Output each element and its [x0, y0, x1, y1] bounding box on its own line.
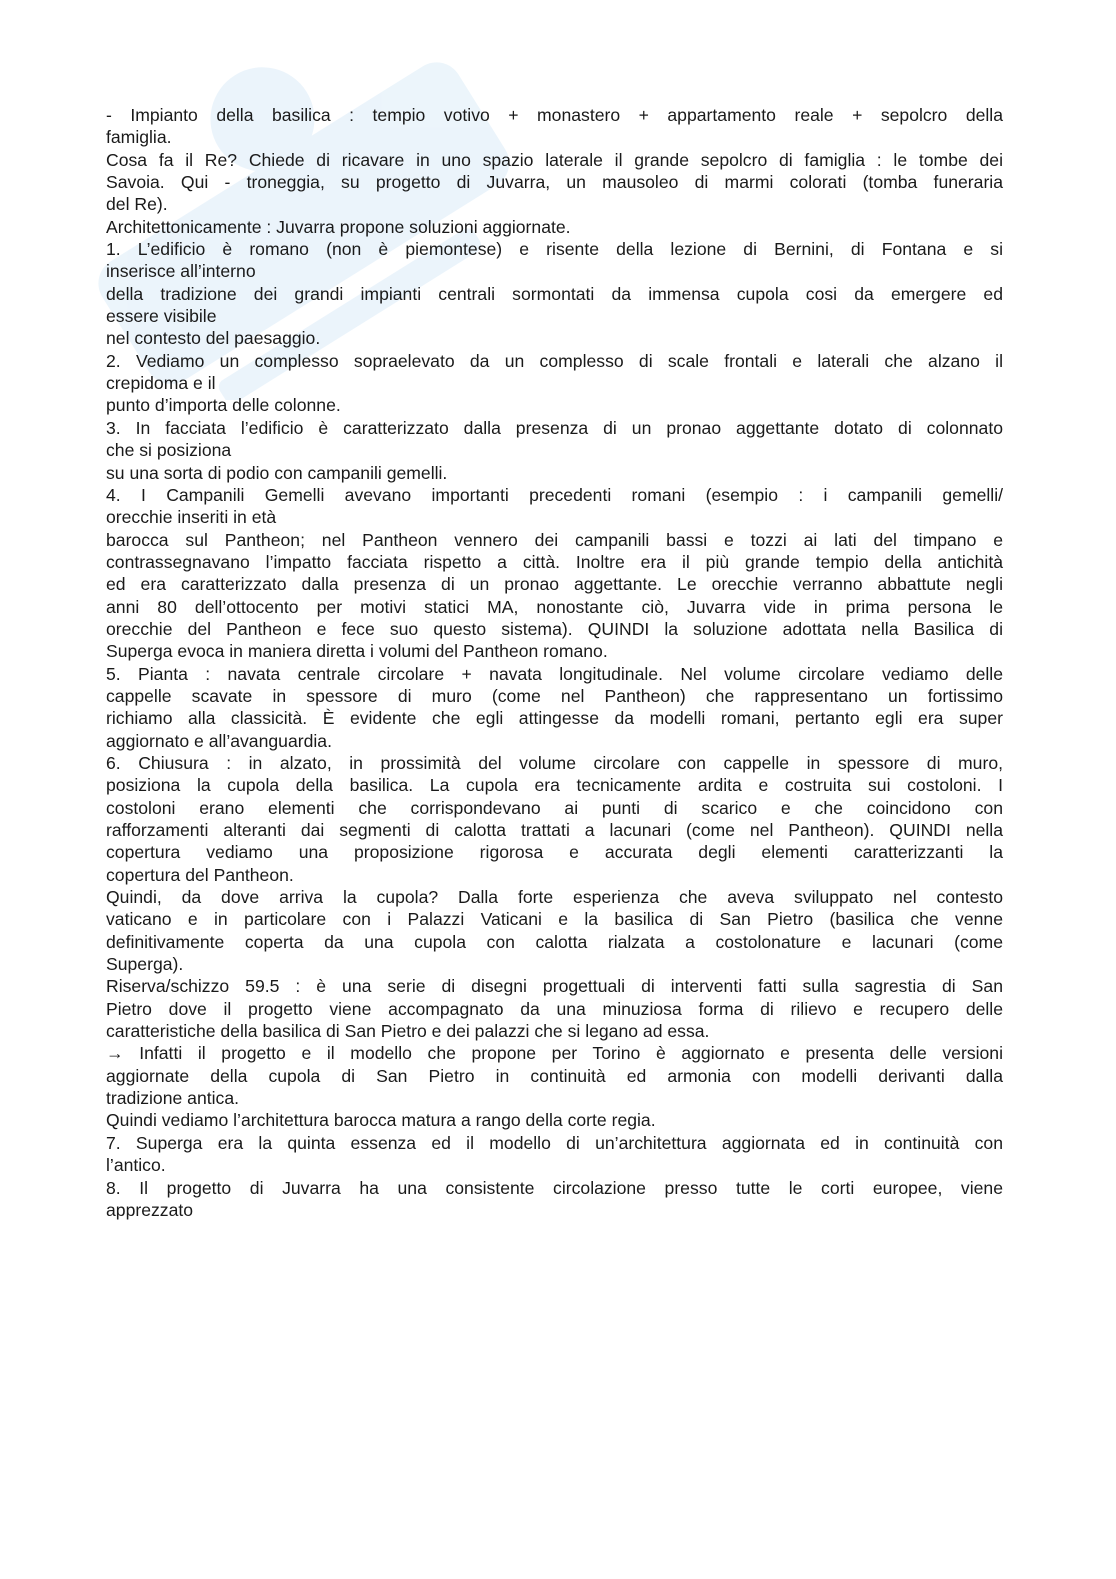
text-line: essere visibile [106, 306, 217, 327]
text-line: Cosa fa il Re? Chiede di ricavare in uno spazio laterale il grande sepolcro di famiglia : le tombe dei [106, 149, 1003, 170]
text-line: Quindi vediamo l’architettura barocca matura a rango della corte regia. [106, 1110, 656, 1131]
text-line: Architettonicamente : Juvarra propone soluzioni aggiornate. [106, 216, 571, 237]
text-line: anni 80 dell’ottocento per motivi statici MA, nonostante ciò, Juvarra vide in prima persona le [106, 596, 1003, 617]
text-line: crepidoma e il [106, 373, 216, 394]
text-line: vaticano e in particolare con i Palazzi Vaticani e la basilica di San Pietro (basilica che venne [106, 909, 1003, 930]
text-line: - Impianto della basilica : tempio votivo + monastero + appartamento reale + sepolcro della [106, 105, 1003, 125]
text-line: aggiornate della cupola di San Pietro in continuità ed armonia con modelli derivanti dalla [106, 1065, 1003, 1086]
text-line: Pietro dove il progetto viene accompagnato da una minuziosa forma di rilievo e recupero delle [106, 998, 1003, 1019]
text-line: punto d’importa delle colonne. [106, 395, 341, 416]
text-line: copertura del Pantheon. [106, 864, 294, 885]
document-body [106, 104, 1003, 1221]
text-line: Superga). [106, 954, 184, 975]
text-line: del Re). [106, 194, 168, 215]
text-line: famiglia. [106, 127, 172, 148]
text-line: Savoia. Qui - troneggia, su progetto di Juvarra, un mausoleo di marmi colorati (tomba funeraria [106, 172, 1003, 193]
text-line: definitivamente coperta da una cupola con calotta rialzata a costolonature e lacunari (come [106, 931, 1003, 952]
text-line: inserisce all’interno [106, 261, 256, 282]
text-line: cappelle scavate in spessore di muro (come nel Pantheon) che rappresentano un fortissimo [106, 685, 1003, 706]
text-line: 1. L’edificio è romano (non è piemontese) e risente della lezione di Bernini, di Fontana e si [106, 239, 1003, 260]
text-line: 7. Superga era la quinta essenza ed il modello di un’architettura aggiornata ed in continuità con [106, 1132, 1003, 1153]
text-line: che si posiziona [106, 440, 232, 461]
text-line: posiziona la cupola della basilica. La cupola era tecnicamente ardita e costruita sui costoloni. I [106, 775, 1003, 796]
text-line: su una sorta di podio con campanili gemelli. [106, 462, 448, 483]
text-line: ed era caratterizzato dalla presenza di un pronao aggettante. Le orecchie verranno abbattute negli [106, 574, 1003, 595]
text-line: copertura vediamo una proposizione rigorosa e accurata degli elementi caratterizzanti la [106, 842, 1003, 863]
text-line: Quindi, da dove arriva la cupola? Dalla forte esperienza che aveva sviluppato nel contesto [106, 887, 1003, 908]
text-line: contrassegnavano l’impatto facciata rispetto a città. Inoltre era il più grande tempio della antichità [106, 551, 1003, 572]
text-line: barocca sul Pantheon; nel Pantheon vennero dei campanili bassi e tozzi ai lati del timpano e [106, 529, 1003, 550]
text-line: orecchie inseriti in età [106, 507, 277, 528]
text-line: orecchie del Pantheon e fece suo questo sistema). QUINDI la soluzione adottata nella Basilica di [106, 618, 1003, 639]
text-line: richiamo alla classicità. È evidente che egli attingesse da modelli romani, pertanto egli era super [106, 708, 1003, 729]
text-line: Riserva/schizzo 59.5 : è una serie di disegni progettuali di interventi fatti sulla sagrestia di San [106, 976, 1003, 997]
text-line: 2. Vediamo un complesso sopraelevato da un complesso di scale frontali e laterali che alzano il [106, 350, 1003, 371]
text-line: tradizione antica. [106, 1088, 240, 1109]
text-line: 5. Pianta : navata centrale circolare + navata longitudinale. Nel volume circolare vediamo delle [106, 663, 1003, 684]
text-line: apprezzato [106, 1199, 194, 1220]
text-line: caratteristiche della basilica di San Pietro e dei palazzi che si legano ad essa. [106, 1021, 710, 1042]
text-line: 6. Chiusura : in alzato, in prossimità del volume circolare con cappelle in spessore di muro, [106, 752, 1003, 773]
text-line: nel contesto del paesaggio. [106, 328, 321, 349]
text-line: Superga evoca in maniera diretta i volumi del Pantheon romano. [106, 641, 608, 662]
text-line: aggiornato e all’avanguardia. [106, 730, 332, 751]
text-line: l’antico. [106, 1155, 166, 1176]
text-line: rafforzamenti alteranti dai segmenti di calotta trattati a lacunari (come nel Pantheon). QUINDI nella [106, 820, 1003, 840]
text-line: 4. I Campanili Gemelli avevano importanti precedenti romani (esempio : i campanili gemelli/ [106, 484, 1003, 505]
text-line: della tradizione dei grandi impianti centrali sormontati da immensa cupola cosi da emergere ed [106, 283, 1003, 304]
text-line: 3. In facciata l’edificio è caratterizzato dalla presenza di un pronao aggettante dotato di colonnato [106, 417, 1003, 438]
text-line: costoloni erano elementi che corrispondevano ai punti di scarico e che coincidono con [106, 797, 1003, 818]
text-line: 8. Il progetto di Juvarra ha una consistente circolazione presso tutte le corti europee, viene [106, 1177, 1003, 1198]
text-line: → Infatti il progetto e il modello che propone per Torino è aggiornato e presenta delle versioni [106, 1043, 1003, 1064]
